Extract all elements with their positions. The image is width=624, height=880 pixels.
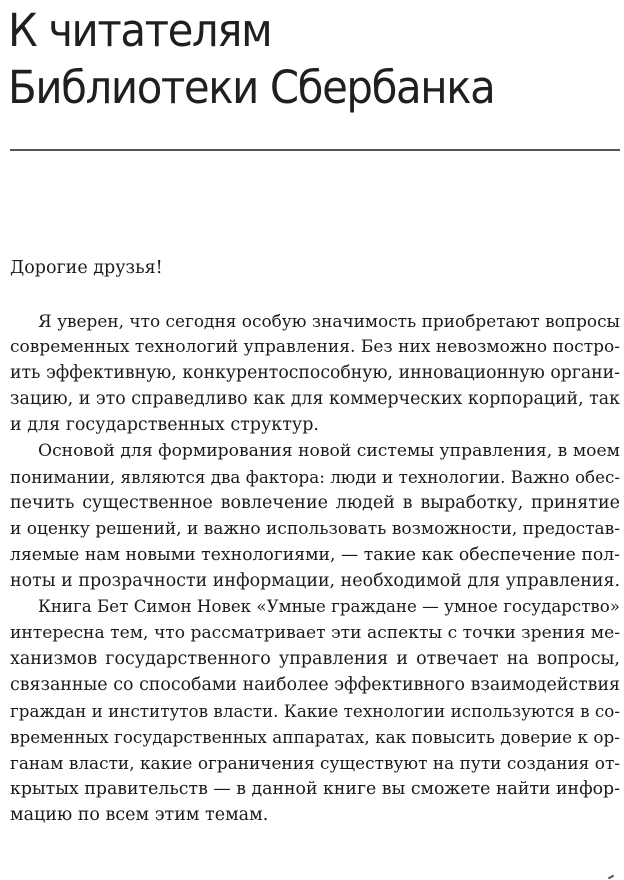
text-line: понимании, являются два фактора: люди и технологии. Важно обес-: [10, 467, 620, 487]
page-title: [8, 2, 575, 116]
paragraph-1: [10, 308, 620, 438]
text-line: современных технологий управления. Без них невозможно постро-: [10, 337, 620, 357]
text-line: мацию по всем этим темам.: [10, 805, 269, 825]
letter-body: [10, 255, 620, 828]
text-line: и оценку решений, и важно использовать возможности, предостав-: [10, 519, 620, 539]
text-line: граждан и институтов власти. Какие технологии используются в со-: [10, 701, 620, 721]
text-line: Основой для формирования новой системы управления, в моем: [38, 441, 620, 461]
page-title-line-1: К читателям: [8, 4, 272, 57]
text-line: связанные со способами наиболее эффективного взаимодействия: [10, 675, 620, 695]
text-line: Книга Бет Симон Новек «Умные граждане — умное государство»: [38, 597, 620, 616]
text-line: ляемые нам новыми технологиями, — такие как обеспечение пол-: [10, 545, 620, 565]
text-line: ить эффективную, конкурентоспособную, инновационную органи-: [10, 363, 620, 383]
text-line: печить существенное вовлечение людей в выработку, принятие: [10, 493, 620, 513]
text-line: ноты и прозрачности информации, необходимой для управления.: [10, 571, 620, 591]
text-line: зацию, и это справедливо как для коммерческих корпораций, так: [10, 389, 620, 409]
greeting: Дорогие друзья!: [10, 258, 163, 278]
text-line: Я уверен, что сегодня особую значимость приобретают вопросы: [38, 311, 620, 331]
text-line: временных государственных аппаратах, как повысить доверие к ор-: [10, 727, 620, 747]
page-edge-mark: [608, 875, 614, 880]
text-line: ганам власти, какие ограничения существуют на пути создания от-: [10, 753, 620, 773]
title-divider: [10, 149, 620, 151]
paragraph-2: [10, 438, 620, 594]
page-title-line-2: Библиотеки Сбербанка: [8, 61, 495, 114]
text-line: интересна тем, что рассматривает эти аспекты с точки зрения ме-: [10, 623, 620, 643]
paragraph-3: [10, 594, 620, 828]
text-line: ханизмов государственного управления и отвечает на вопросы,: [10, 649, 620, 669]
text-line: крытых правительств — в данной книге вы сможете найти инфор-: [10, 779, 620, 799]
text-line: и для государственных структур.: [10, 415, 319, 435]
